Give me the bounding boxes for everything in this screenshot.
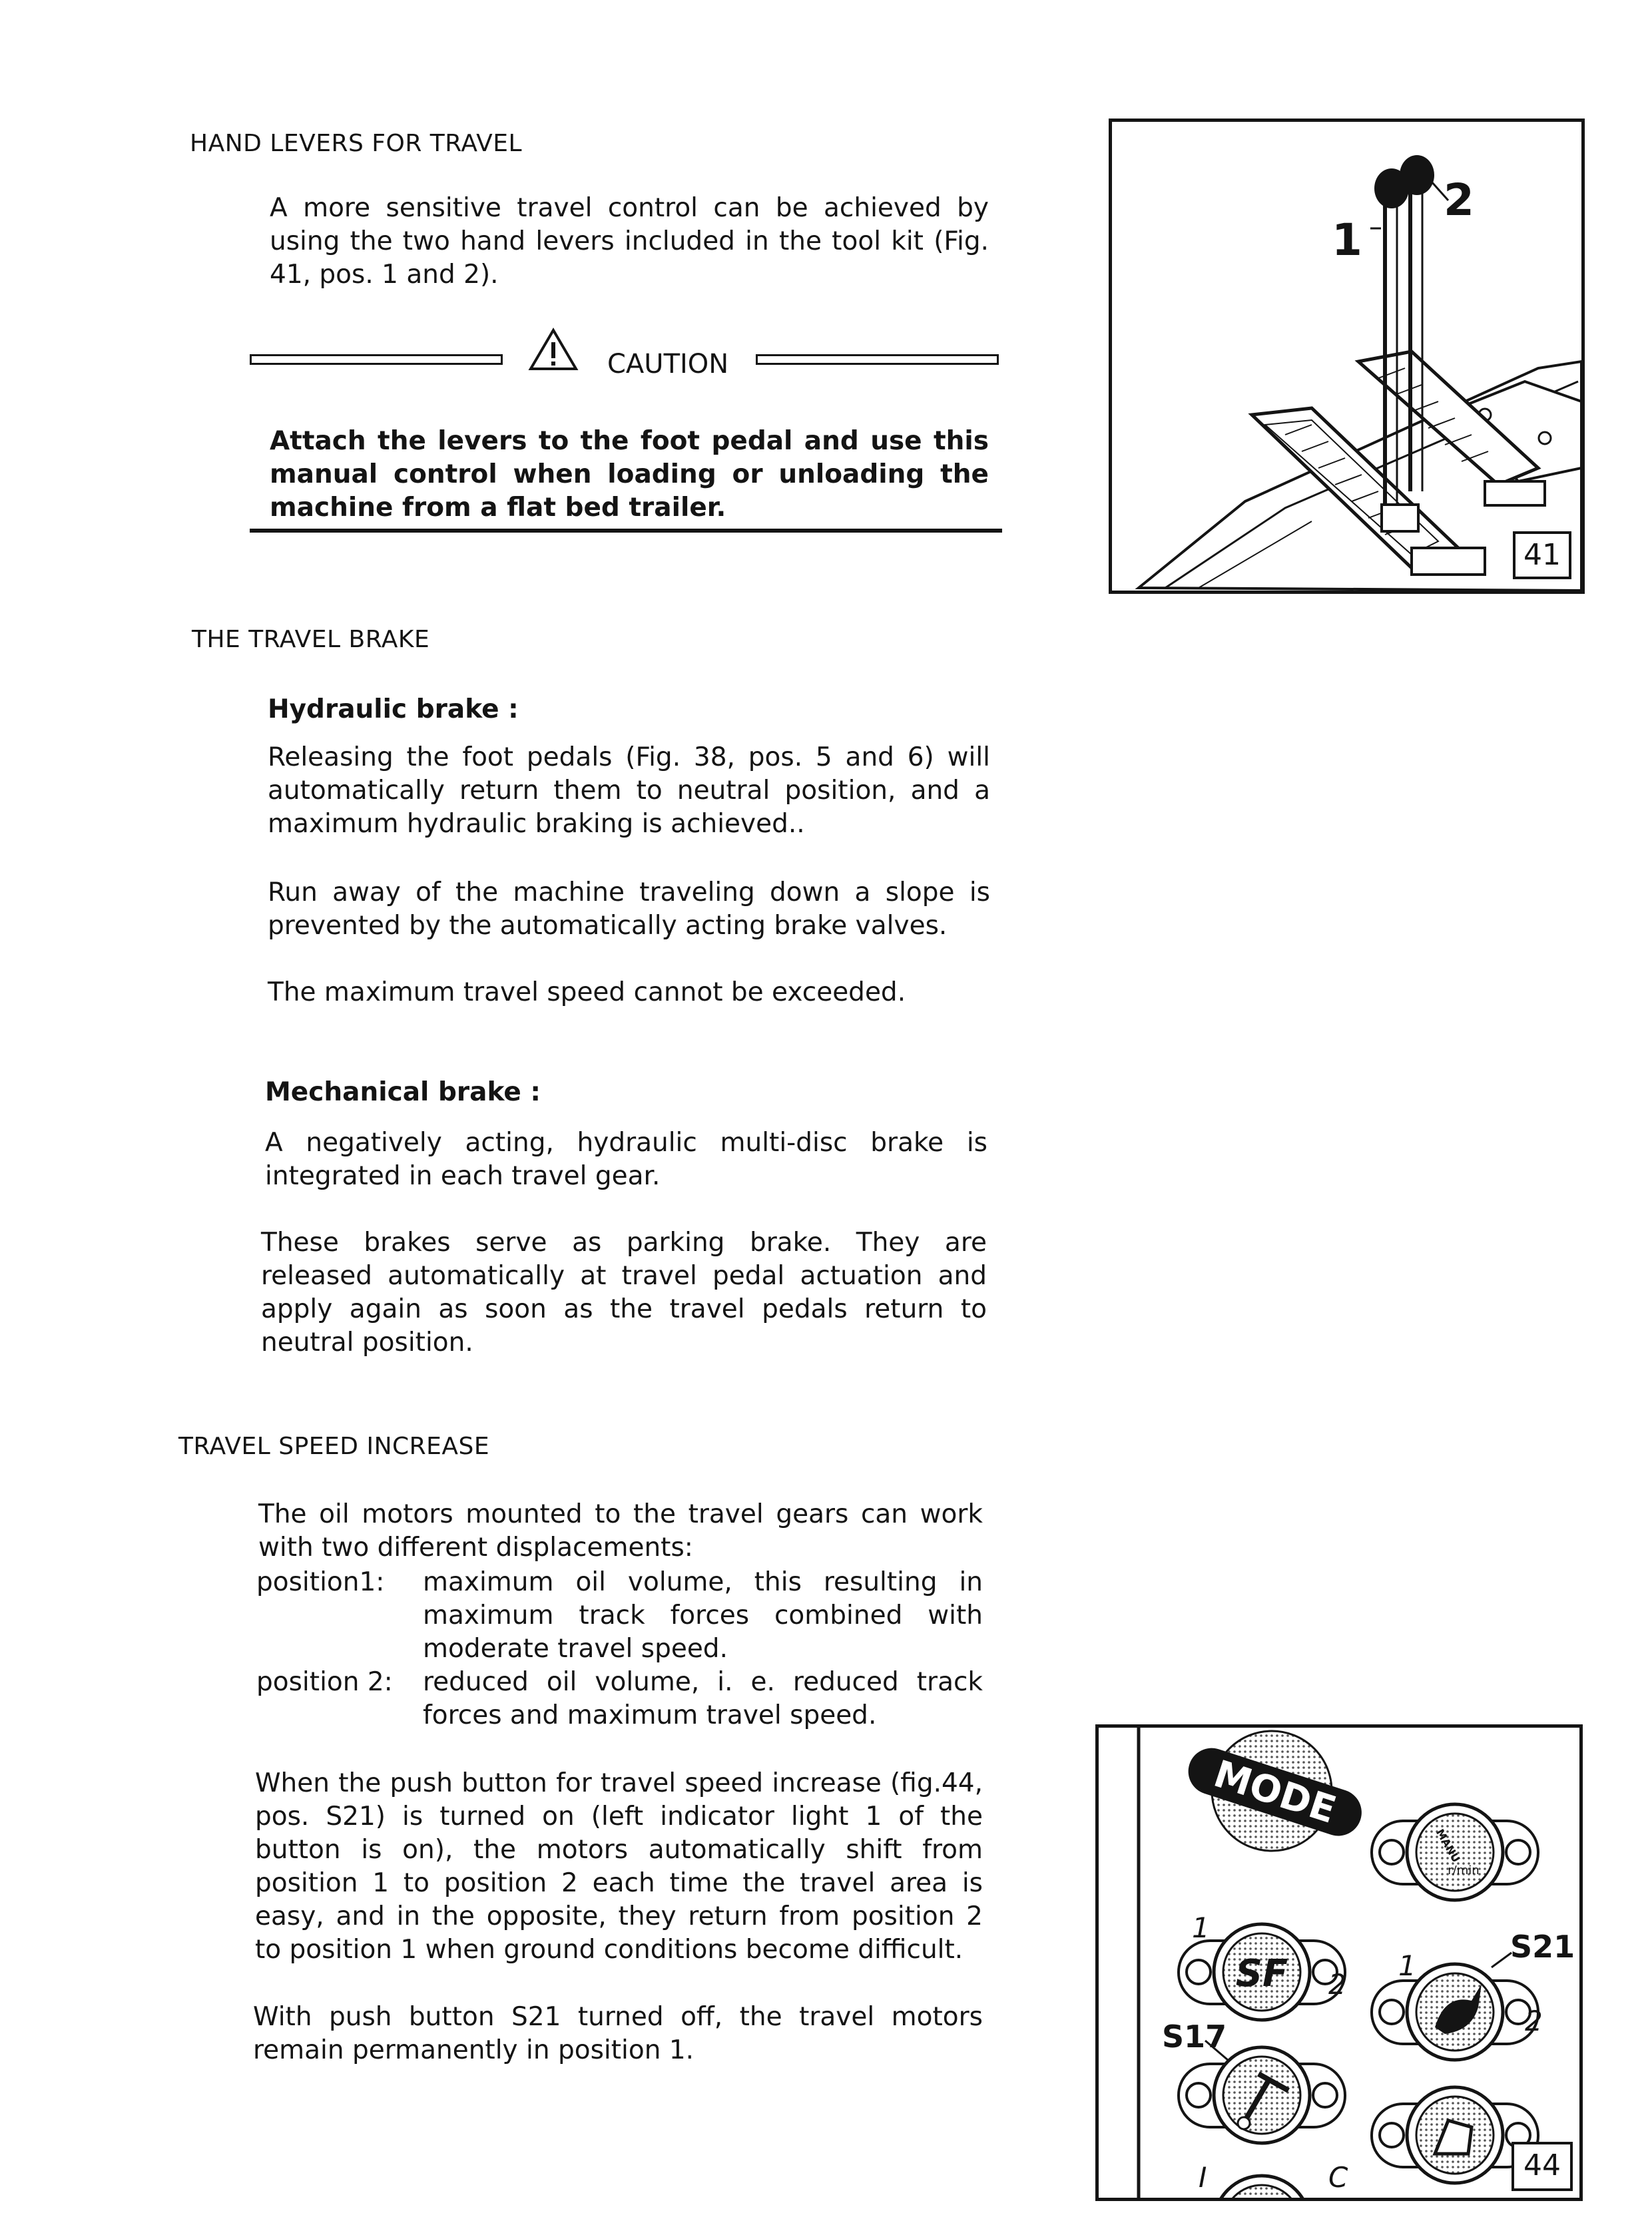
position-1-label: position1: [256,1567,385,1597]
gauge-indicator-c: C [1328,2161,1348,2194]
speed-increase-intro: The oil motors mounted to the travel gears can work with two different displacements: [258,1499,983,1563]
figure-number-44: 44 [1512,2142,1573,2191]
figure-number-41: 41 [1513,531,1571,579]
warning-triangle-icon [528,328,579,372]
figure-44-control-panel [1095,1724,1583,2201]
speed-increase-paragraph-2: When the push button for travel speed increase (fig.44, pos. S21) is turned on (left indicator light 1 of the button is on), the motors automatically shift from position 1 to position 2 each time the travel area is easy, and in the opposite, they return from position 2 to position 1 when ground conditions become difficult. [255,1768,983,1965]
heading-travel-brake: THE TRAVEL BRAKE [192,626,430,653]
manu-label: MANU [1433,1826,1463,1865]
caution-line-left [250,354,503,365]
s21-indicator-1: 1 [1398,1949,1416,1982]
sf-label: SF [1235,1952,1288,1995]
caution-bottom-rule [250,529,1002,533]
hydraulic-brake-paragraph-2: Run away of the machine traveling down a slope is prevented by the automatically acting brake valves. [268,877,990,941]
lever-label-2: 2 [1444,174,1474,226]
sf-indicator-1: 1 [1192,1911,1210,1944]
figure-41-hand-levers [1109,119,1585,594]
heading-travel-speed-increase: TRAVEL SPEED INCREASE [178,1433,490,1460]
gauge-indicator-i: I [1199,2161,1207,2194]
hydraulic-brake-heading: Hydraulic brake : [268,694,519,724]
caution-line-right [756,354,999,365]
hand-levers-paragraph: A more sensitive travel control can be achieved by using the two hand levers included in the tool kit (Fig. 41, pos. 1 and 2). [270,193,989,290]
hand-lever-pedal-illustration [1112,122,1581,591]
s17-label: S17 [1162,2019,1227,2055]
mechanical-brake-heading: Mechanical brake : [265,1077,541,1107]
position-1-text: maximum oil volume, this resulting in maximum track forces combined with moderate travel speed. [423,1567,983,1664]
mechanical-brake-paragraph-1: A negatively acting, hydraulic multi-disc brake is integrated in each travel gear. [265,1128,987,1191]
manu-button[interactable] [1372,1804,1538,1900]
s21-button[interactable] [1372,1964,1538,2060]
s17-button[interactable] [1179,2047,1345,2143]
mode-label: MODE [1209,1752,1342,1832]
caution-text: Attach the levers to the foot pedal and use this manual control when loading or unloading the machine from a flat bed trailer. [270,426,989,523]
lever-label-1: 1 [1332,214,1362,266]
control-panel-illustration [1099,1728,1579,2198]
position-1-row [256,1566,983,1666]
sf-indicator-2: 2 [1328,1968,1346,2001]
heading-hand-levers: HAND LEVERS FOR TRAVEL [190,130,523,157]
position-list [256,1566,983,1732]
speed-increase-paragraph-3: With push button S21 turned off, the travel motors remain permanently in position 1. [253,2002,983,2065]
position-2-row [256,1666,983,1732]
hydraulic-brake-paragraph-1: Releasing the foot pedals (Fig. 38, pos. 5 and 6) will automatically return them to neutral position, and a maximum hydraulic braking is achieved.. [268,742,990,839]
hydraulic-brake-paragraph-3: The maximum travel speed cannot be exceeded. [268,977,906,1007]
mechanical-brake-paragraph-2: These brakes serve as parking brake. They are released automatically at travel pedal actuation and apply again as soon as the travel pedals return to neutral position. [261,1228,987,1358]
position-2-text: reduced oil volume, i. e. reduced track forces and maximum travel speed. [423,1667,983,1730]
s21-indicator-2: 2 [1525,2005,1543,2037]
caution-label: CAUTION [607,349,729,379]
position-2-label: position 2: [256,1667,393,1697]
s21-label: S21 [1510,1929,1575,1965]
rmin-label: r/min [1448,1864,1480,1877]
